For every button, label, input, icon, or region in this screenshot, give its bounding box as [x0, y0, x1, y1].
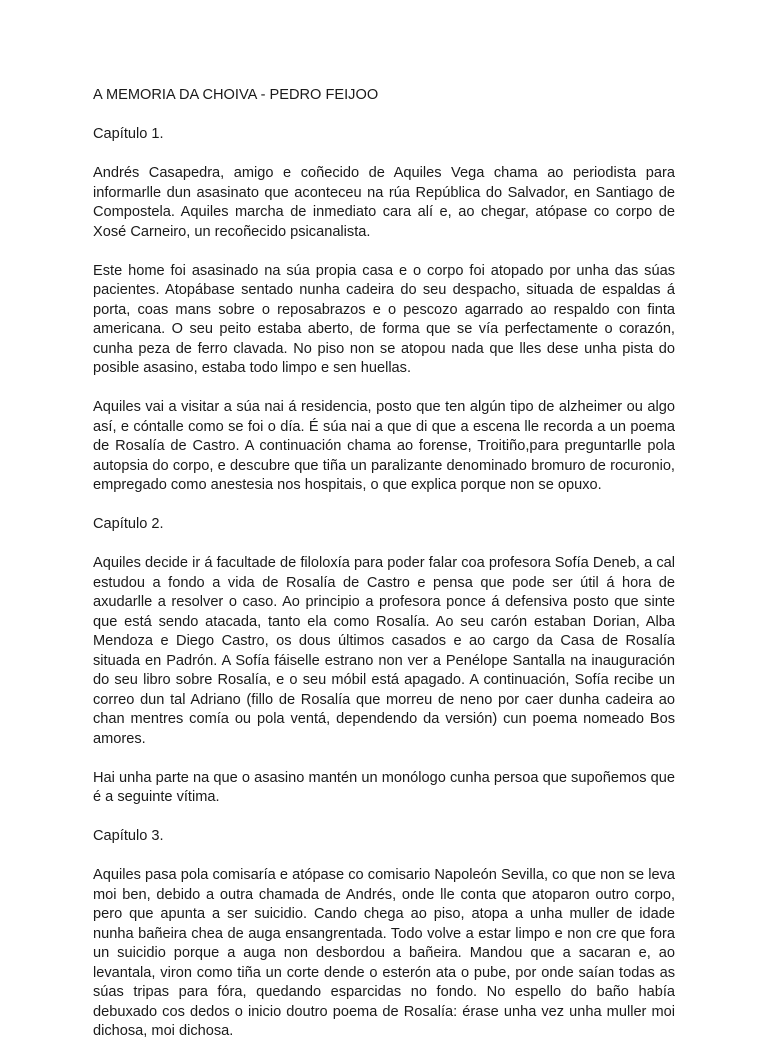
chapter-heading: Capítulo 1. — [93, 126, 164, 142]
paragraph: Hai unha parte na que o asasino mantén un monólogo cunha persoa que supoñemos que é a seguinte vítima. — [93, 769, 675, 805]
document-body — [93, 86, 675, 1061]
chapter-heading: Capítulo 3. — [93, 828, 164, 844]
paragraph: Aquiles decide ir á facultade de filoloxía para poder falar coa profesora Sofía Deneb, a cal estudou a fondo a vida de Rosalía de Castro e pensa que pode ser útil á hora de axudarlle a resolver o caso. Ao principio a profesora ponce á defensiva posto que sinte que está sendo atacada, tanto ela como Rosalía. Ao seu carón estaban Dorian, Alba Mendoza e Diego Castro, os dous últimos casados e ao cargo da Casa de Rosalía situada en Padrón. A Sofía fáiselle estrano non ver a Penélope Santalla na inauguración do seu libro sobre Rosalía, e o seu móbil está apagado. A continuación, Sofía recibe un correo dun tal Adriano (fillo de Rosalía que morreu de neno por caer dunha cadeira ao chan mentres comía ou pola ventá, dependendo da versión) cun poema nomeado Bos amores. — [93, 555, 675, 747]
paragraph: Aquiles vai a visitar a súa nai á residencia, posto que ten algún tipo de alzheimer ou algo así, e cóntalle como se foi o día. É súa nai a que di que a escena lle recorda a un poema de Rosalía de Castro. A continuación chama ao forense, Troitiño,para preguntarlle pola autopsia do corpo, e descubre que tiña un paralizante denominado bromuro de rocuronio, empregado como anestesia nos hospitais, o que explica porque non se opuxo. — [93, 399, 675, 493]
paragraph: Aquiles pasa pola comisaría e atópase co comisario Napoleón Sevilla, co que non se leva moi ben, debido a outra chamada de Andrés, onde lle conta que atoparon outro corpo, pero que apunta a ser suicidio. Cando chega ao piso, atopa a unha muller de idade nunha bañeira chea de auga ensangrentada. Todo volve a estar limpo e non cre que fora un suicidio porque a auga non desbordou a bañeira. Mandou que a sacaran e, ao levantala, viron como tiña un corte dende o esterón ata o pube, por onde saían todas as súas tripas para fóra, quedando esparcidas no fondo. No espello do baño había debuxado cos dedos o inicio doutro poema de Rosalía: érase unha vez unha muller moi dichosa, moi dichosa. — [93, 867, 675, 1039]
paragraph: Andrés Casapedra, amigo e coñecido de Aquiles Vega chama ao periodista para informarlle dun asasinato que aconteceu na rúa República do Salvador, en Santiago de Compostela. Aquiles marcha de inmediato cara alí e, ao chegar, atópase co corpo de Xosé Carneiro, un recoñecido psicanalista. — [93, 165, 675, 240]
chapter-heading: Capítulo 2. — [93, 516, 164, 532]
document-title: A MEMORIA DA CHOIVA - PEDRO FEIJOO — [93, 87, 379, 103]
paragraph: Este home foi asasinado na súa propia casa e o corpo foi atopado por unha das súas pacientes. Atopábase sentado nunha cadeira do seu despacho, situada de espaldas á porta, coas mans sobre o reposabrazos e o pescozo agarrado ao respaldo con finta americana. O seu peito estaba aberto, de forma que se vía perfectamente o corazón, cunha peza de ferro clavada. No piso non se atopou nada que lles dese unha pista do posible asasino, estaba todo limpo e sen huellas. — [93, 262, 675, 376]
